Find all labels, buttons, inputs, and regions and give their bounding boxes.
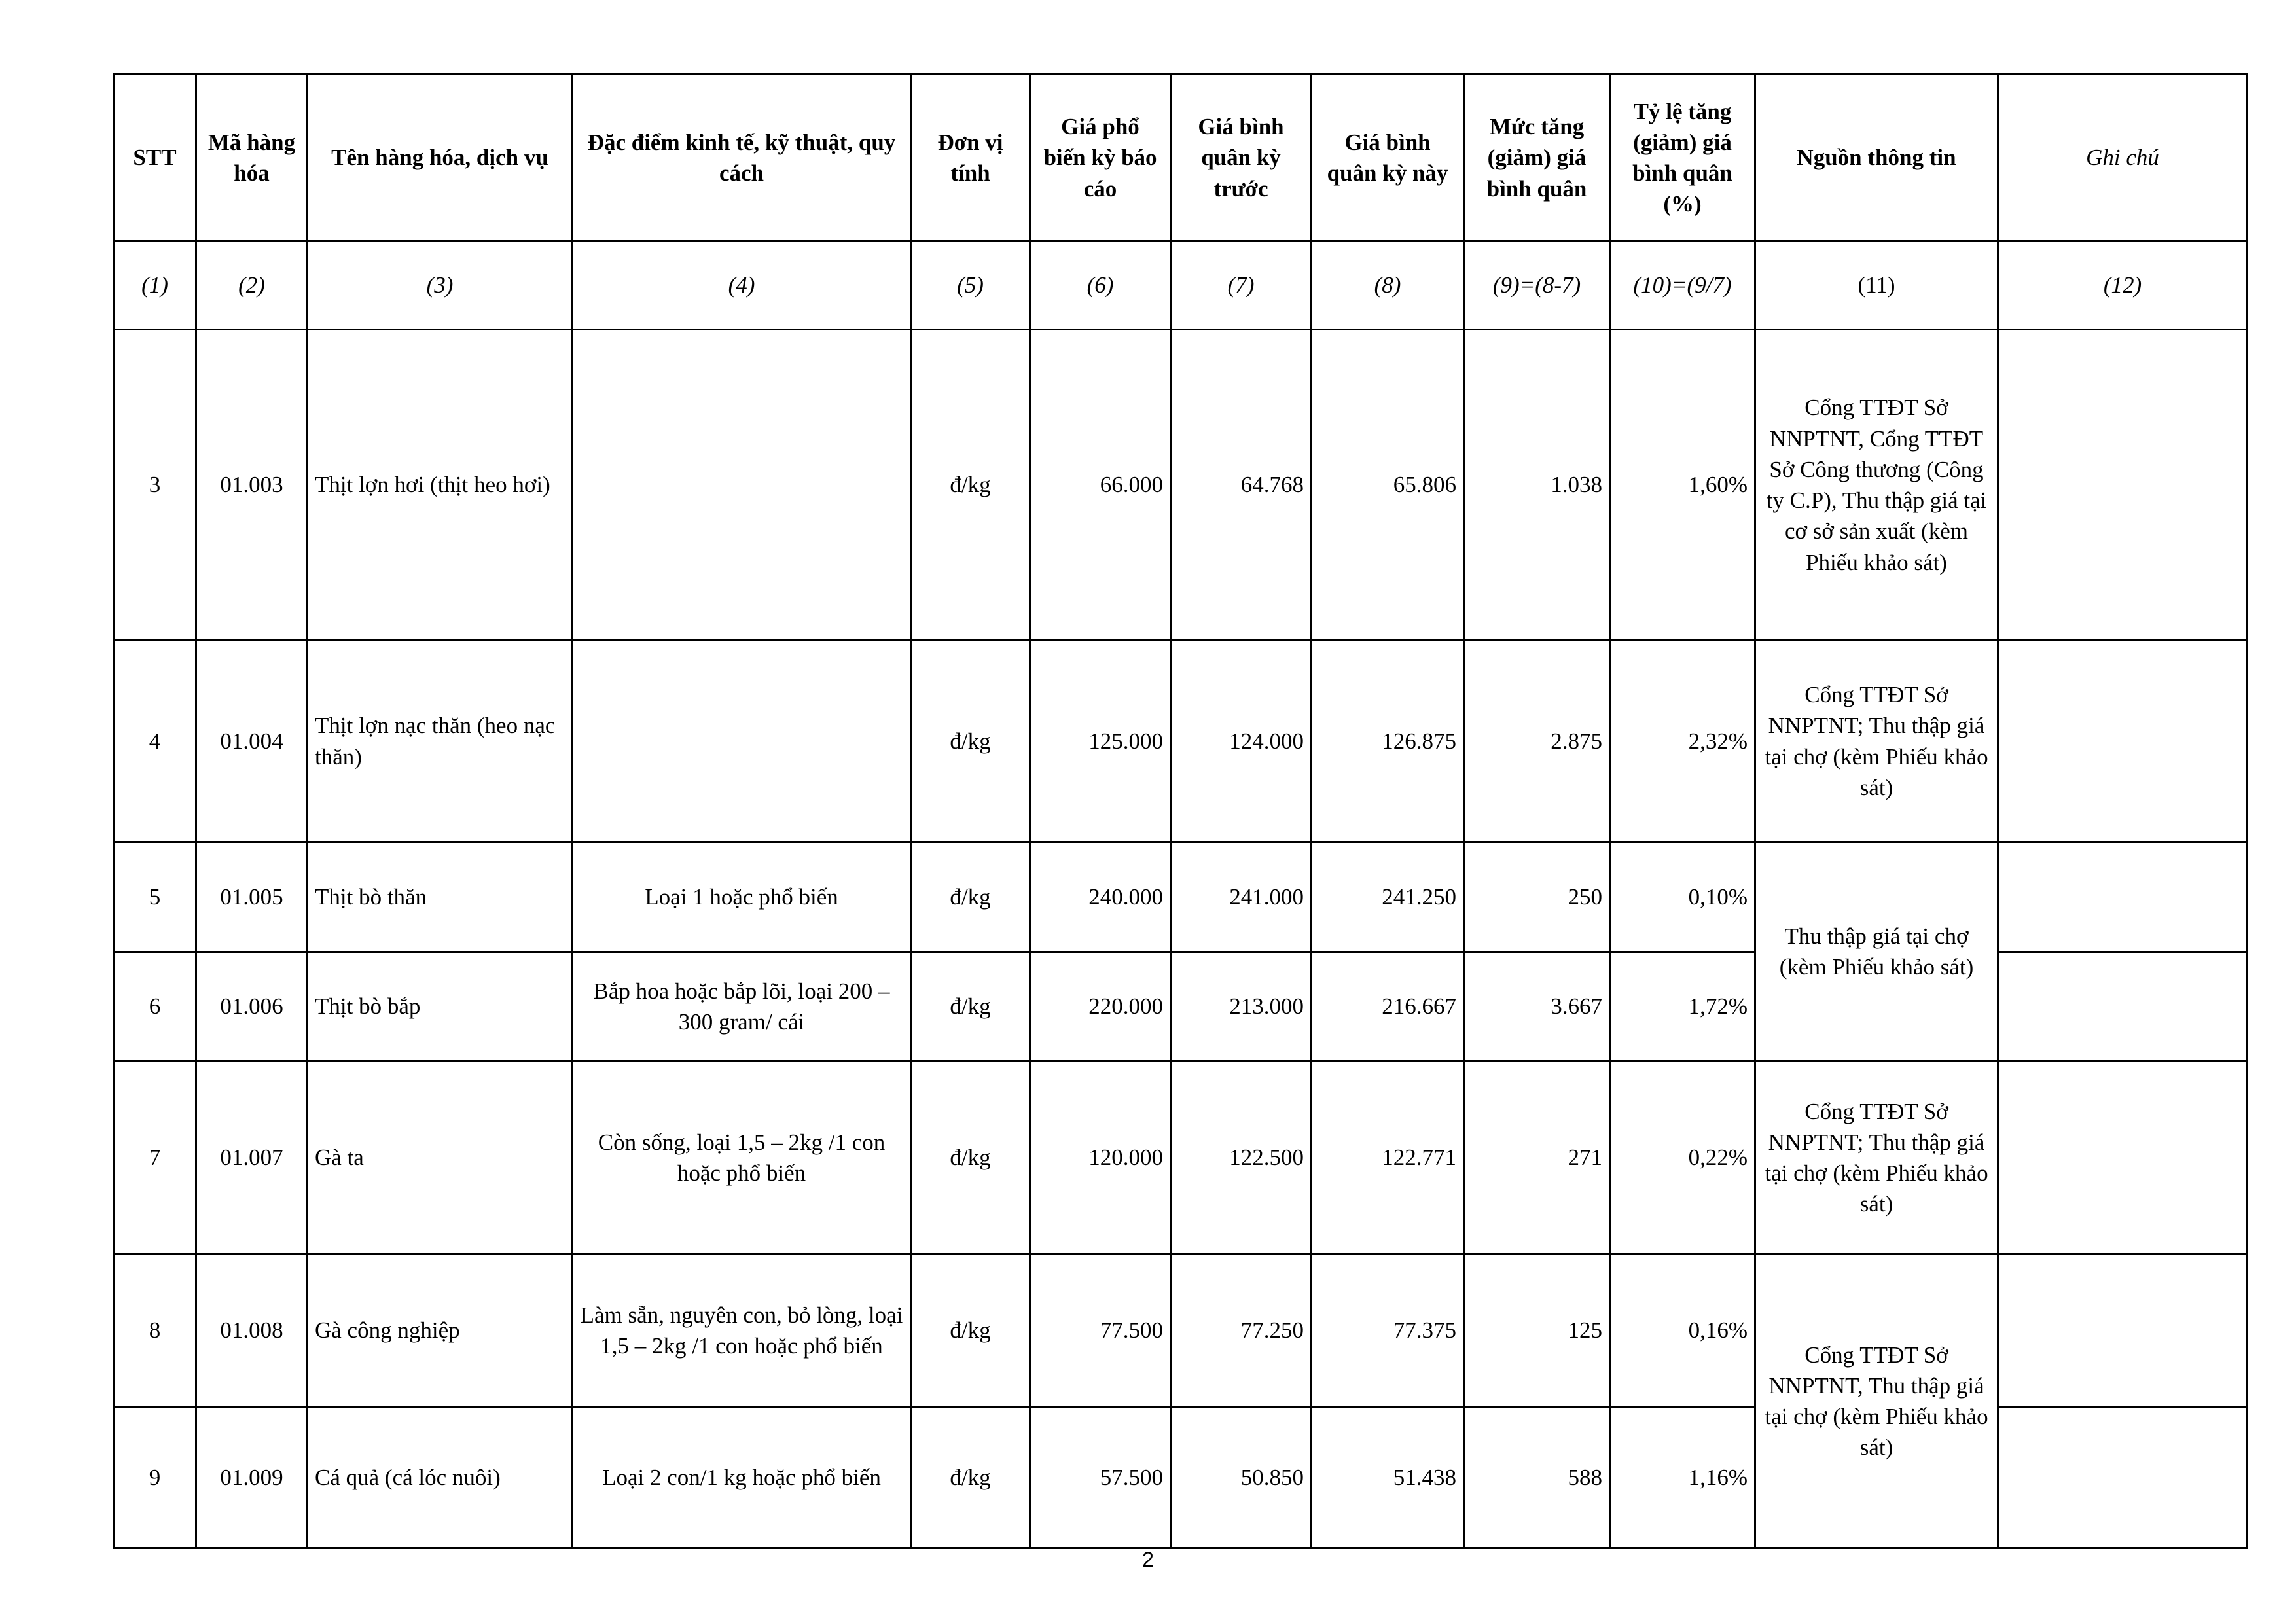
cell-change-pct: 1,72% xyxy=(1610,952,1755,1061)
cell-unit: đ/kg xyxy=(911,952,1030,1061)
header-row xyxy=(114,75,2248,241)
cell-note xyxy=(1998,641,2248,842)
cell-curr-avg: 126.875 xyxy=(1312,641,1464,842)
cell-note xyxy=(1998,1255,2248,1407)
cell-common-price: 240.000 xyxy=(1030,842,1171,952)
cell-code: 01.005 xyxy=(196,842,308,952)
cell-change-pct: 1,60% xyxy=(1610,330,1755,641)
cell-change: 2.875 xyxy=(1464,641,1610,842)
cell-change: 3.667 xyxy=(1464,952,1610,1061)
col-number: (10)=(9/7) xyxy=(1610,241,1755,330)
header-change-pct: Tỷ lệ tăng (giảm) giá bình quân (%) xyxy=(1610,75,1755,241)
cell-name: Gà công nghiệp xyxy=(308,1255,573,1407)
column-number-row xyxy=(114,241,2248,330)
cell-curr-avg: 77.375 xyxy=(1312,1255,1464,1407)
col-number: (7) xyxy=(1171,241,1312,330)
col-number: (2) xyxy=(196,241,308,330)
cell-prev-avg: 77.250 xyxy=(1171,1255,1312,1407)
col-number: (8) xyxy=(1312,241,1464,330)
header-prev-avg: Giá bình quân kỳ trước xyxy=(1171,75,1312,241)
cell-prev-avg: 213.000 xyxy=(1171,952,1312,1061)
cell-source: Cổng TTĐT Sở NNPTNT; Thu thập giá tại chợ (kèm Phiếu khảo sát) xyxy=(1755,1061,1998,1255)
col-number: (12) xyxy=(1998,241,2248,330)
cell-stt: 3 xyxy=(114,330,196,641)
header-common-price: Giá phổ biến kỳ báo cáo xyxy=(1030,75,1171,241)
cell-change-pct: 1,16% xyxy=(1610,1407,1755,1548)
cell-prev-avg: 64.768 xyxy=(1171,330,1312,641)
cell-unit: đ/kg xyxy=(911,1407,1030,1548)
cell-unit: đ/kg xyxy=(911,641,1030,842)
cell-change: 271 xyxy=(1464,1061,1610,1255)
page-number: 2 xyxy=(1142,1548,1154,1571)
header-change: Mức tăng (giảm) giá bình quân xyxy=(1464,75,1610,241)
cell-source: Cổng TTĐT Sở NNPTNT; Thu thập giá tại chợ (kèm Phiếu khảo sát) xyxy=(1755,641,1998,842)
cell-stt: 5 xyxy=(114,842,196,952)
cell-note xyxy=(1998,952,2248,1061)
cell-stt: 9 xyxy=(114,1407,196,1548)
cell-change-pct: 0,16% xyxy=(1610,1255,1755,1407)
header-source: Nguồn thông tin xyxy=(1755,75,1998,241)
cell-curr-avg: 216.667 xyxy=(1312,952,1464,1061)
cell-note xyxy=(1998,1061,2248,1255)
cell-code: 01.004 xyxy=(196,641,308,842)
cell-name: Thịt lợn nạc thăn (heo nạc thăn) xyxy=(308,641,573,842)
cell-stt: 7 xyxy=(114,1061,196,1255)
cell-unit: đ/kg xyxy=(911,330,1030,641)
cell-name: Thịt lợn hơi (thịt heo hơi) xyxy=(308,330,573,641)
cell-unit: đ/kg xyxy=(911,1061,1030,1255)
cell-code: 01.007 xyxy=(196,1061,308,1255)
cell-change: 125 xyxy=(1464,1255,1610,1407)
table-row xyxy=(114,1255,2248,1407)
cell-note xyxy=(1998,330,2248,641)
col-number: (1) xyxy=(114,241,196,330)
cell-spec: Bắp hoa hoặc bắp lõi, loại 200 – 300 gram/ cái xyxy=(573,952,911,1061)
header-code: Mã hàng hóa xyxy=(196,75,308,241)
cell-stt: 6 xyxy=(114,952,196,1061)
cell-common-price: 77.500 xyxy=(1030,1255,1171,1407)
cell-prev-avg: 124.000 xyxy=(1171,641,1312,842)
cell-note xyxy=(1998,1407,2248,1548)
cell-change-pct: 0,10% xyxy=(1610,842,1755,952)
cell-curr-avg: 65.806 xyxy=(1312,330,1464,641)
price-table xyxy=(113,73,2248,1549)
cell-note xyxy=(1998,842,2248,952)
cell-name: Thịt bò bắp xyxy=(308,952,573,1061)
cell-code: 01.009 xyxy=(196,1407,308,1548)
cell-spec xyxy=(573,330,911,641)
cell-curr-avg: 51.438 xyxy=(1312,1407,1464,1548)
table-row xyxy=(114,842,2248,952)
cell-source: Cổng TTĐT Sở NNPTNT, Thu thập giá tại chợ (kèm Phiếu khảo sát) xyxy=(1755,1255,1998,1548)
col-number: (3) xyxy=(308,241,573,330)
header-note: Ghi chú xyxy=(1998,75,2248,241)
cell-common-price: 66.000 xyxy=(1030,330,1171,641)
header-stt: STT xyxy=(114,75,196,241)
cell-common-price: 57.500 xyxy=(1030,1407,1171,1548)
cell-common-price: 125.000 xyxy=(1030,641,1171,842)
table-row xyxy=(114,1061,2248,1255)
cell-spec: Loại 2 con/1 kg hoặc phổ biến xyxy=(573,1407,911,1548)
col-number: (4) xyxy=(573,241,911,330)
cell-change: 1.038 xyxy=(1464,330,1610,641)
cell-code: 01.006 xyxy=(196,952,308,1061)
cell-spec: Còn sống, loại 1,5 – 2kg /1 con hoặc phổ biến xyxy=(573,1061,911,1255)
header-spec: Đặc điểm kinh tế, kỹ thuật, quy cách xyxy=(573,75,911,241)
cell-source: Cổng TTĐT Sở NNPTNT, Cổng TTĐT Sở Công thương (Công ty C.P), Thu thập giá tại cơ sở sản xuất (kèm Phiếu khảo sát) xyxy=(1755,330,1998,641)
cell-curr-avg: 122.771 xyxy=(1312,1061,1464,1255)
header-name: Tên hàng hóa, dịch vụ xyxy=(308,75,573,241)
col-number: (6) xyxy=(1030,241,1171,330)
header-unit: Đơn vị tính xyxy=(911,75,1030,241)
table-row xyxy=(114,330,2248,641)
cell-prev-avg: 50.850 xyxy=(1171,1407,1312,1548)
cell-name: Gà ta xyxy=(308,1061,573,1255)
cell-code: 01.003 xyxy=(196,330,308,641)
cell-change-pct: 2,32% xyxy=(1610,641,1755,842)
cell-source: Thu thập giá tại chợ (kèm Phiếu khảo sát) xyxy=(1755,842,1998,1061)
cell-name: Cá quả (cá lóc nuôi) xyxy=(308,1407,573,1548)
col-number: (11) xyxy=(1755,241,1998,330)
cell-spec: Làm sẵn, nguyên con, bỏ lòng, loại 1,5 – 2kg /1 con hoặc phổ biến xyxy=(573,1255,911,1407)
cell-common-price: 120.000 xyxy=(1030,1061,1171,1255)
cell-unit: đ/kg xyxy=(911,842,1030,952)
cell-change: 250 xyxy=(1464,842,1610,952)
cell-stt: 8 xyxy=(114,1255,196,1407)
cell-common-price: 220.000 xyxy=(1030,952,1171,1061)
table-row xyxy=(114,641,2248,842)
col-number: (9)=(8-7) xyxy=(1464,241,1610,330)
cell-code: 01.008 xyxy=(196,1255,308,1407)
cell-unit: đ/kg xyxy=(911,1255,1030,1407)
col-number: (5) xyxy=(911,241,1030,330)
cell-spec xyxy=(573,641,911,842)
cell-curr-avg: 241.250 xyxy=(1312,842,1464,952)
cell-change-pct: 0,22% xyxy=(1610,1061,1755,1255)
cell-prev-avg: 241.000 xyxy=(1171,842,1312,952)
cell-change: 588 xyxy=(1464,1407,1610,1548)
cell-spec: Loại 1 hoặc phổ biến xyxy=(573,842,911,952)
header-curr-avg: Giá bình quân kỳ này xyxy=(1312,75,1464,241)
cell-stt: 4 xyxy=(114,641,196,842)
cell-name: Thịt bò thăn xyxy=(308,842,573,952)
cell-prev-avg: 122.500 xyxy=(1171,1061,1312,1255)
